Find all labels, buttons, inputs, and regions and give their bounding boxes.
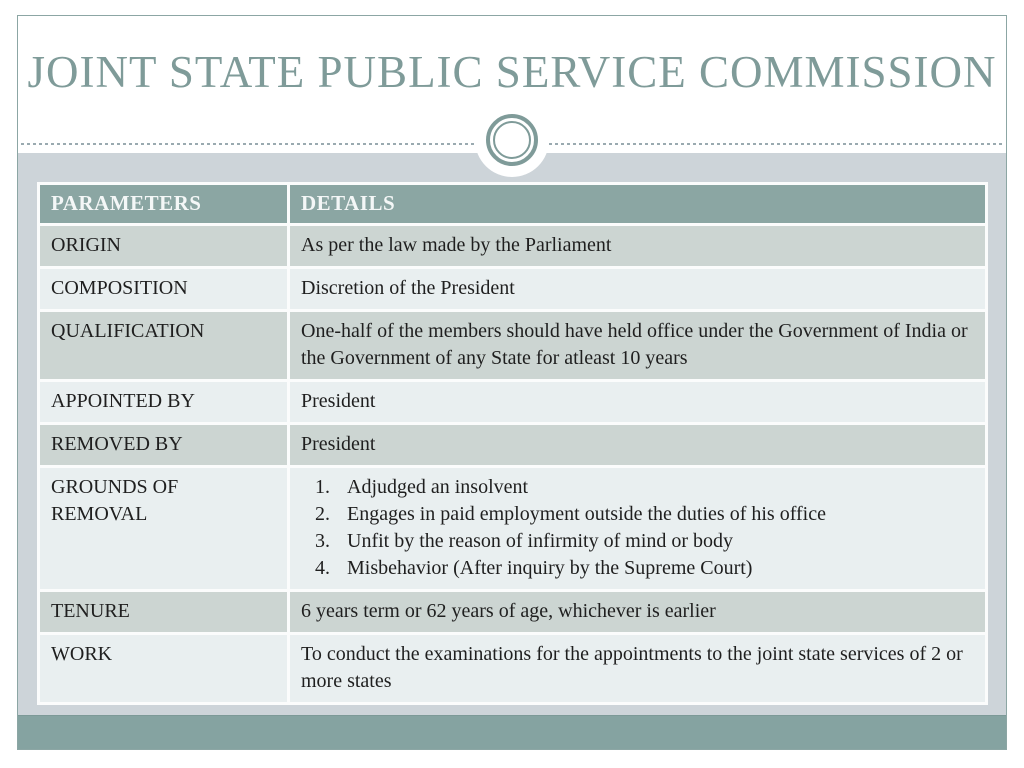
info-table-body — [40, 226, 985, 702]
table-row — [40, 425, 985, 465]
slide-frame — [17, 15, 1007, 750]
table-row — [40, 468, 985, 589]
grounds-list-item: 2. Engages in paid employment outside the duties of his office — [335, 501, 973, 528]
info-table — [37, 182, 988, 705]
table-row — [40, 635, 985, 702]
grounds-list-item: 1. Adjudged an insolvent — [335, 474, 973, 501]
table-header-row — [40, 185, 985, 223]
detail-cell: To conduct the examinations for the appointments to the joint state services of 2 or more states — [290, 635, 985, 702]
grounds-list-item: 4. Misbehavior (After inquiry by the Supreme Court) — [335, 555, 973, 582]
table-row — [40, 592, 985, 632]
table-header-details: DETAILS — [290, 185, 985, 223]
grounds-of-removal-list — [301, 474, 973, 582]
detail-cell: Discretion of the President — [290, 269, 985, 309]
divider-circle-inner-ring — [493, 121, 531, 159]
detail-cell: President — [290, 425, 985, 465]
detail-cell: President — [290, 382, 985, 422]
table-row — [40, 269, 985, 309]
grounds-list-item: 3. Unfit by the reason of infirmity of mind or body — [335, 528, 973, 555]
table-row — [40, 312, 985, 379]
detail-cell: 6 years term or 62 years of age, whichever is earlier — [290, 592, 985, 632]
parameter-cell: ORIGIN — [40, 226, 287, 266]
parameter-cell: TENURE — [40, 592, 287, 632]
parameter-cell: QUALIFICATION — [40, 312, 287, 379]
parameter-cell: REMOVED BY — [40, 425, 287, 465]
parameter-cell: COMPOSITION — [40, 269, 287, 309]
parameter-cell: APPOINTED BY — [40, 382, 287, 422]
detail-cell: One-half of the members should have held office under the Government of India or the Government of any State for atleast 10 years — [290, 312, 985, 379]
divider-circle-ornament — [486, 114, 538, 166]
footer-band — [18, 715, 1006, 749]
table-header-parameters: PARAMETERS — [40, 185, 287, 223]
detail-cell: As per the law made by the Parliament — [290, 226, 985, 266]
detail-cell — [290, 468, 985, 589]
page-title: JOINT STATE PUBLIC SERVICE COMMISSION — [27, 47, 997, 97]
parameter-cell: GROUNDS OF REMOVAL — [40, 468, 287, 589]
parameter-cell: WORK — [40, 635, 287, 702]
table-row — [40, 226, 985, 266]
table-row — [40, 382, 985, 422]
